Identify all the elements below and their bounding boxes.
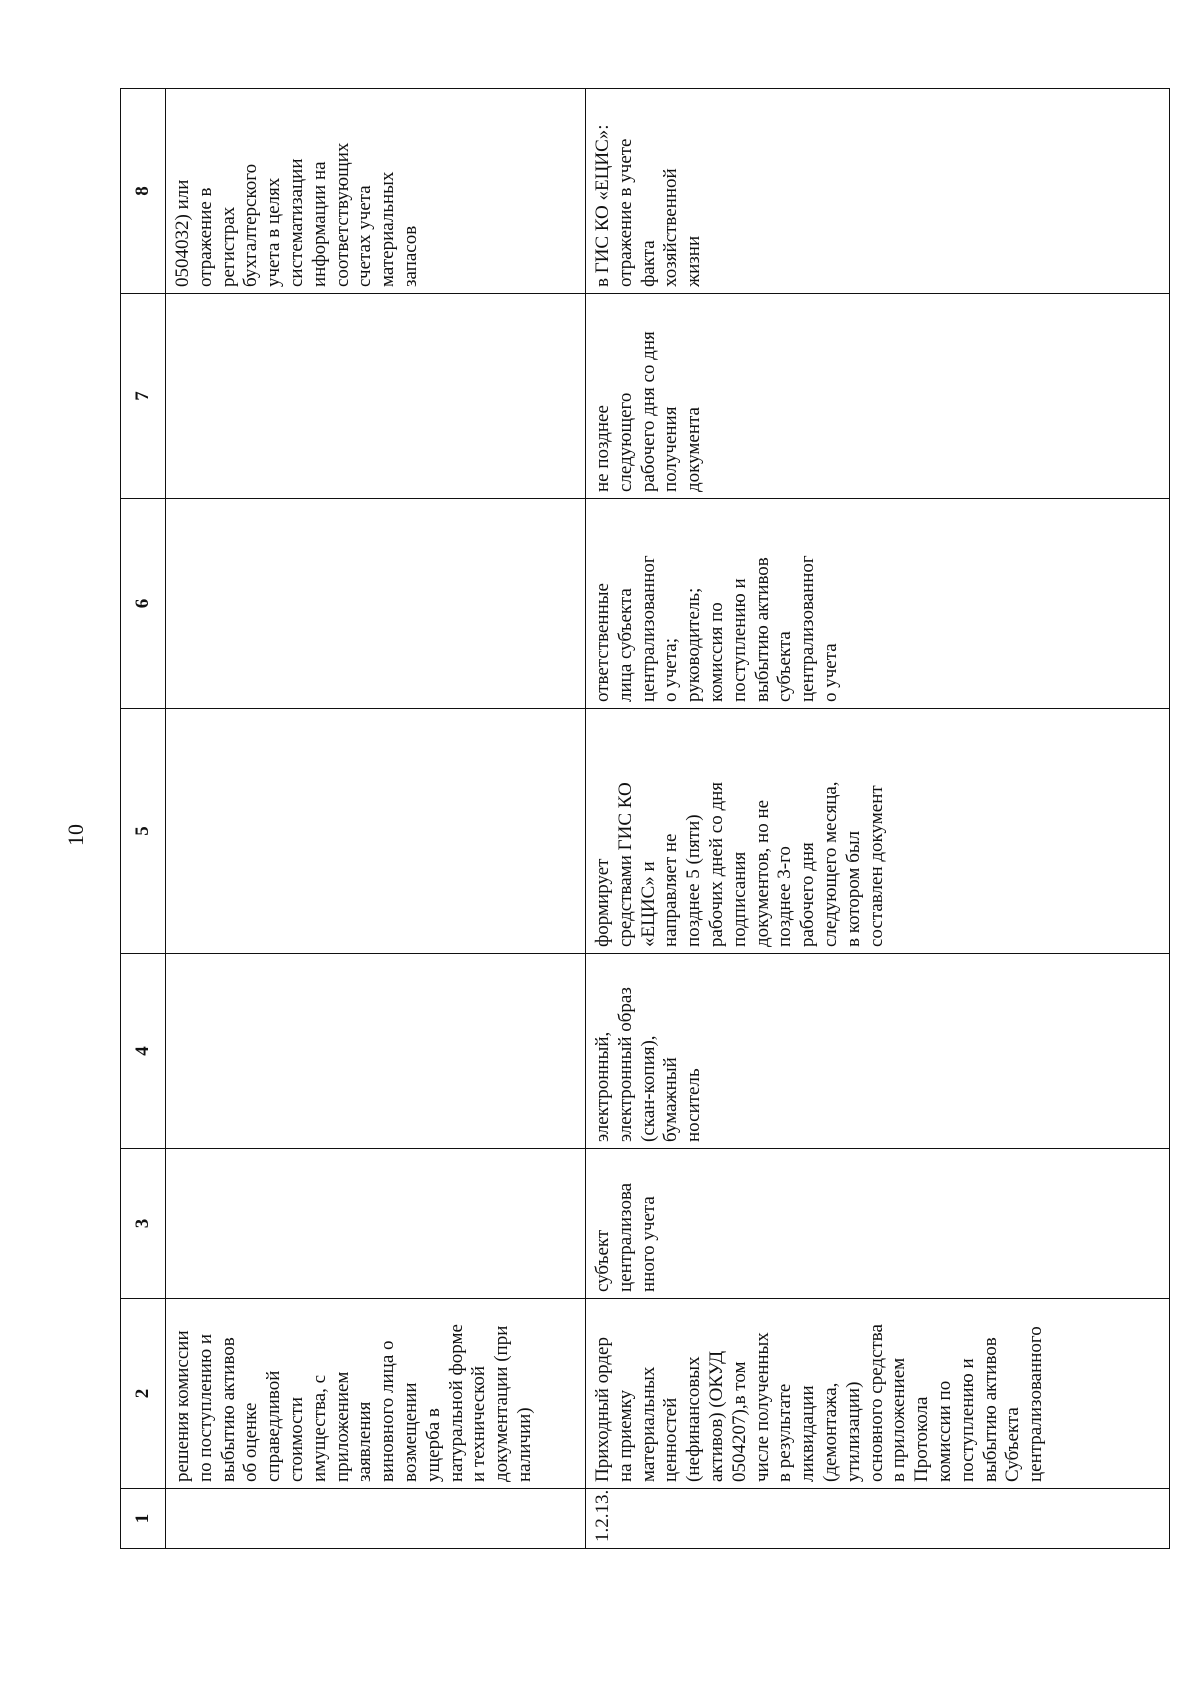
col-header-2: 2 <box>121 1299 166 1489</box>
col-header-5: 5 <box>121 709 166 954</box>
cell-procedure: формирует средствами ГИС КО «ЕЦИС» и направляет не позднее 5 (пяти) рабочих дней со дня подписания документов, но не позднее 3-го рабочего дня следующего месяца, в котором был составлен документ <box>586 709 1170 954</box>
table-row <box>586 89 1170 1549</box>
cell-deadline <box>166 294 586 499</box>
cell-creator: субъект централизова нного учета <box>586 1149 1170 1299</box>
cell-procedure <box>166 709 586 954</box>
cell-responsible <box>166 499 586 709</box>
col-header-1: 1 <box>121 1489 166 1549</box>
cell-document-name: Приходный ордер на приемку материальных ценностей (нефинансовых активов) (ОКУД 0504207),в том числе полученных в результате ликвидации (демонтажа, утилизации) основного средства в приложением Протокола комиссии по поступлению и выбытию активов Субъекта централизованного <box>586 1299 1170 1489</box>
cell-number: 1.2.13. <box>586 1489 1170 1549</box>
cell-document-name: решения комиссии по поступлению и выбытию активов об оценке справедливой стоимости имущества, с приложением заявления виновного лица о возмещении ущерба в натуральной форме и технической документации (при наличии) <box>166 1299 586 1489</box>
cell-creator <box>166 1149 586 1299</box>
cell-deadline: не позднее следующего рабочего дня со дня получения документа <box>586 294 1170 499</box>
cell-result: 0504032) или отражение в регистрах бухгалтерского учета в целях систематизации информации на соответствующих счетах учета материальных запасов <box>166 89 586 294</box>
col-header-7: 7 <box>121 294 166 499</box>
header-row <box>121 89 166 1549</box>
col-header-4: 4 <box>121 954 166 1149</box>
col-header-8: 8 <box>121 89 166 294</box>
cell-format: электронный, электронный образ (скан-копия), бумажный носитель <box>586 954 1170 1149</box>
col-header-3: 3 <box>121 1149 166 1299</box>
cell-responsible: ответственные лица субъекта централизованног о учета; руководитель; комиссия по поступлению и выбытию активов субъекта централизованног о учета <box>586 499 1170 709</box>
cell-number <box>166 1489 586 1549</box>
page-number: 10 <box>63 824 88 846</box>
table-row <box>166 89 586 1549</box>
cell-format <box>166 954 586 1149</box>
cell-result: в ГИС КО «ЕЦИС»: отражение в учете факта хозяйственной жизни <box>586 89 1170 294</box>
document-table <box>120 88 1170 1549</box>
rotated-table-container <box>120 89 1170 1549</box>
col-header-6: 6 <box>121 499 166 709</box>
